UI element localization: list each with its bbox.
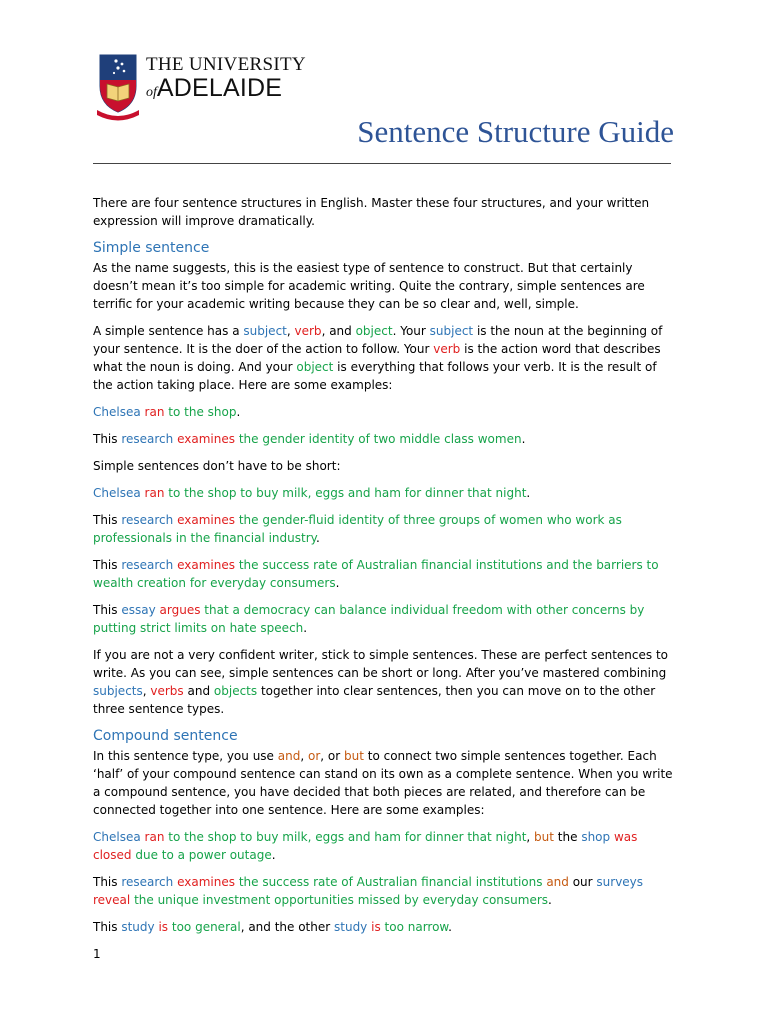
object-text: the success rate of Australian financial institutions [238,875,543,889]
text-run: , or [320,749,344,763]
object-text: too narrow [384,920,449,934]
verb-text: is [158,920,169,934]
text-run: . [236,405,241,419]
verb-text: is [371,920,381,934]
section-heading: Simple sentence [93,240,210,256]
object-text: to the shop to buy milk, eggs and ham for dinner that night [168,830,527,844]
text-run: is the action word that describes what the noun is doing. And your [93,342,661,374]
verb-text: examines [177,875,235,889]
verb-text: examines [177,558,235,572]
text-run: . [526,486,531,500]
text-run: , [286,324,295,338]
paragraph [93,430,678,448]
conjunction-text: and [546,875,569,889]
text-run: , and [321,324,356,338]
verb-text: verb [433,342,461,356]
section-heading: Compound sentence [93,728,238,744]
text-run: This [93,513,122,527]
text-run: This [93,875,122,889]
text-run: There are four sentence structures in English. Master these four structures, and your written expression will improve dramatically. [93,196,650,228]
subject-text: research [121,513,174,527]
verb-text: verb [294,324,322,338]
subject-text: Chelsea [93,486,141,500]
text-run: together into clear sentences, then you can move on to the other three sentence types. [93,684,656,716]
conjunction-text: but [534,830,554,844]
paragraph [93,601,678,637]
text-run: A simple sentence has a [93,324,244,338]
verb-text: ran [144,486,165,500]
verb-text: was closed [93,830,638,862]
text-run: If you are not a very confident writer, stick to simple sentences. These are perfect sentences to write. As you can see, simple sentences can be short or long. After you’ve mastered combining [93,648,668,680]
document-body [93,194,678,945]
subject-text: study [334,920,368,934]
paragraph [93,322,678,394]
subject-text: research [121,432,174,446]
verb-text: argues [159,603,201,617]
paragraph [93,259,678,313]
conjunction-text: or [307,749,321,763]
verb-text: verbs [150,684,184,698]
text-run: , [526,830,535,844]
subject-text: subjects [93,684,143,698]
text-run: . [316,531,320,545]
text-run: . [521,432,526,446]
subject-text: surveys [596,875,644,889]
object-text: the success rate of Australian financial institutions and the barriers to wealth creation for everyday consumers [93,558,659,590]
logo-adelaide-line [146,74,282,103]
verb-text: reveal [93,893,131,907]
text-run: to connect two simple sentences together. Each ‘half’ of your compound sentence can stand on its own as a complete sentence. When you write a compound sentence, you have decided that both pieces are related, and therefore can be connected together into one sentence. Here are some examples: [93,749,673,817]
subject-text: shop [581,830,611,844]
subject-text: Chelsea [93,405,141,419]
subject-text: Chelsea [93,830,141,844]
object-text: to the shop to buy milk, eggs and ham for dinner that night [168,486,527,500]
paragraph [93,747,678,819]
object-text: too general [171,920,241,934]
conjunction-text: but [343,749,364,763]
text-run: , [300,749,308,763]
paragraph [93,918,678,936]
text-run: As the name suggests, this is the easiest type of sentence to construct. But that certainly doesn’t mean it’s too simple for academic writing. Quite the contrary, simple sentences are terrific for your academic writing because they can be so clear and, well, simple. [93,261,645,311]
logo-adelaide: ADELAIDE [156,74,283,102]
paragraph [93,646,678,718]
verb-text: ran [144,830,165,844]
verb-text: examines [177,513,235,527]
verb-text: examines [177,432,235,446]
object-text: object [296,360,334,374]
object-text: the gender identity of two middle class women [238,432,522,446]
paragraph [93,194,678,230]
paragraph [93,828,678,864]
text-run: and [183,684,214,698]
document-title: Sentence Structure Guide [357,114,674,149]
university-logo [94,52,304,132]
text-run: is everything that follows your verb. It is the result of the action taking place. Here are some examples: [93,360,657,392]
subject-text: subject [429,324,474,338]
text-run: In this sentence type, you use [93,749,278,763]
subject-text: research [121,558,174,572]
text-run: . Your [392,324,430,338]
object-text: object [355,324,393,338]
paragraph [93,403,678,421]
object-text: objects [213,684,258,698]
paragraph [93,457,678,475]
subject-text: essay [121,603,156,617]
subject-text: research [121,875,174,889]
paragraph [93,873,678,909]
text-run: . [548,893,552,907]
text-run: . [303,621,308,635]
text-run: This [93,558,122,572]
object-text: that a democracy can balance individual freedom with other concerns by putting strict limits on hate speech [93,603,645,635]
subject-text: study [121,920,155,934]
text-run: . [448,920,452,934]
text-run: our [568,875,597,889]
text-run: This [93,432,122,446]
verb-text: ran [144,405,165,419]
text-run: This [93,603,122,617]
paragraph [93,484,678,502]
object-text: the unique investment opportunities missed by everyday consumers [134,893,549,907]
text-run: . [271,848,276,862]
text-run: is the noun at the beginning of your sentence. It is the doer of the action to follow. Your [93,324,663,356]
text-run: Simple sentences don’t have to be short: [93,459,341,473]
university-crest-icon [94,52,142,122]
paragraph [93,511,678,547]
text-run: . [335,576,340,590]
text-run: the [553,830,582,844]
logo-of: of [146,85,157,100]
text-run: , and the other [240,920,334,934]
text-run: This [93,920,122,934]
object-text: to the shop [168,405,237,419]
title-divider [93,163,671,164]
page-number: 1 [93,947,101,961]
object-text: due to a power outage [135,848,272,862]
subject-text: subject [243,324,287,338]
logo-university-line: THE UNIVERSITY [146,54,306,75]
text-run: , [142,684,151,698]
paragraph [93,556,678,592]
object-text: the gender-fluid identity of three groups of women who work as professionals in the financial industry [93,513,622,545]
conjunction-text: and [277,749,301,763]
